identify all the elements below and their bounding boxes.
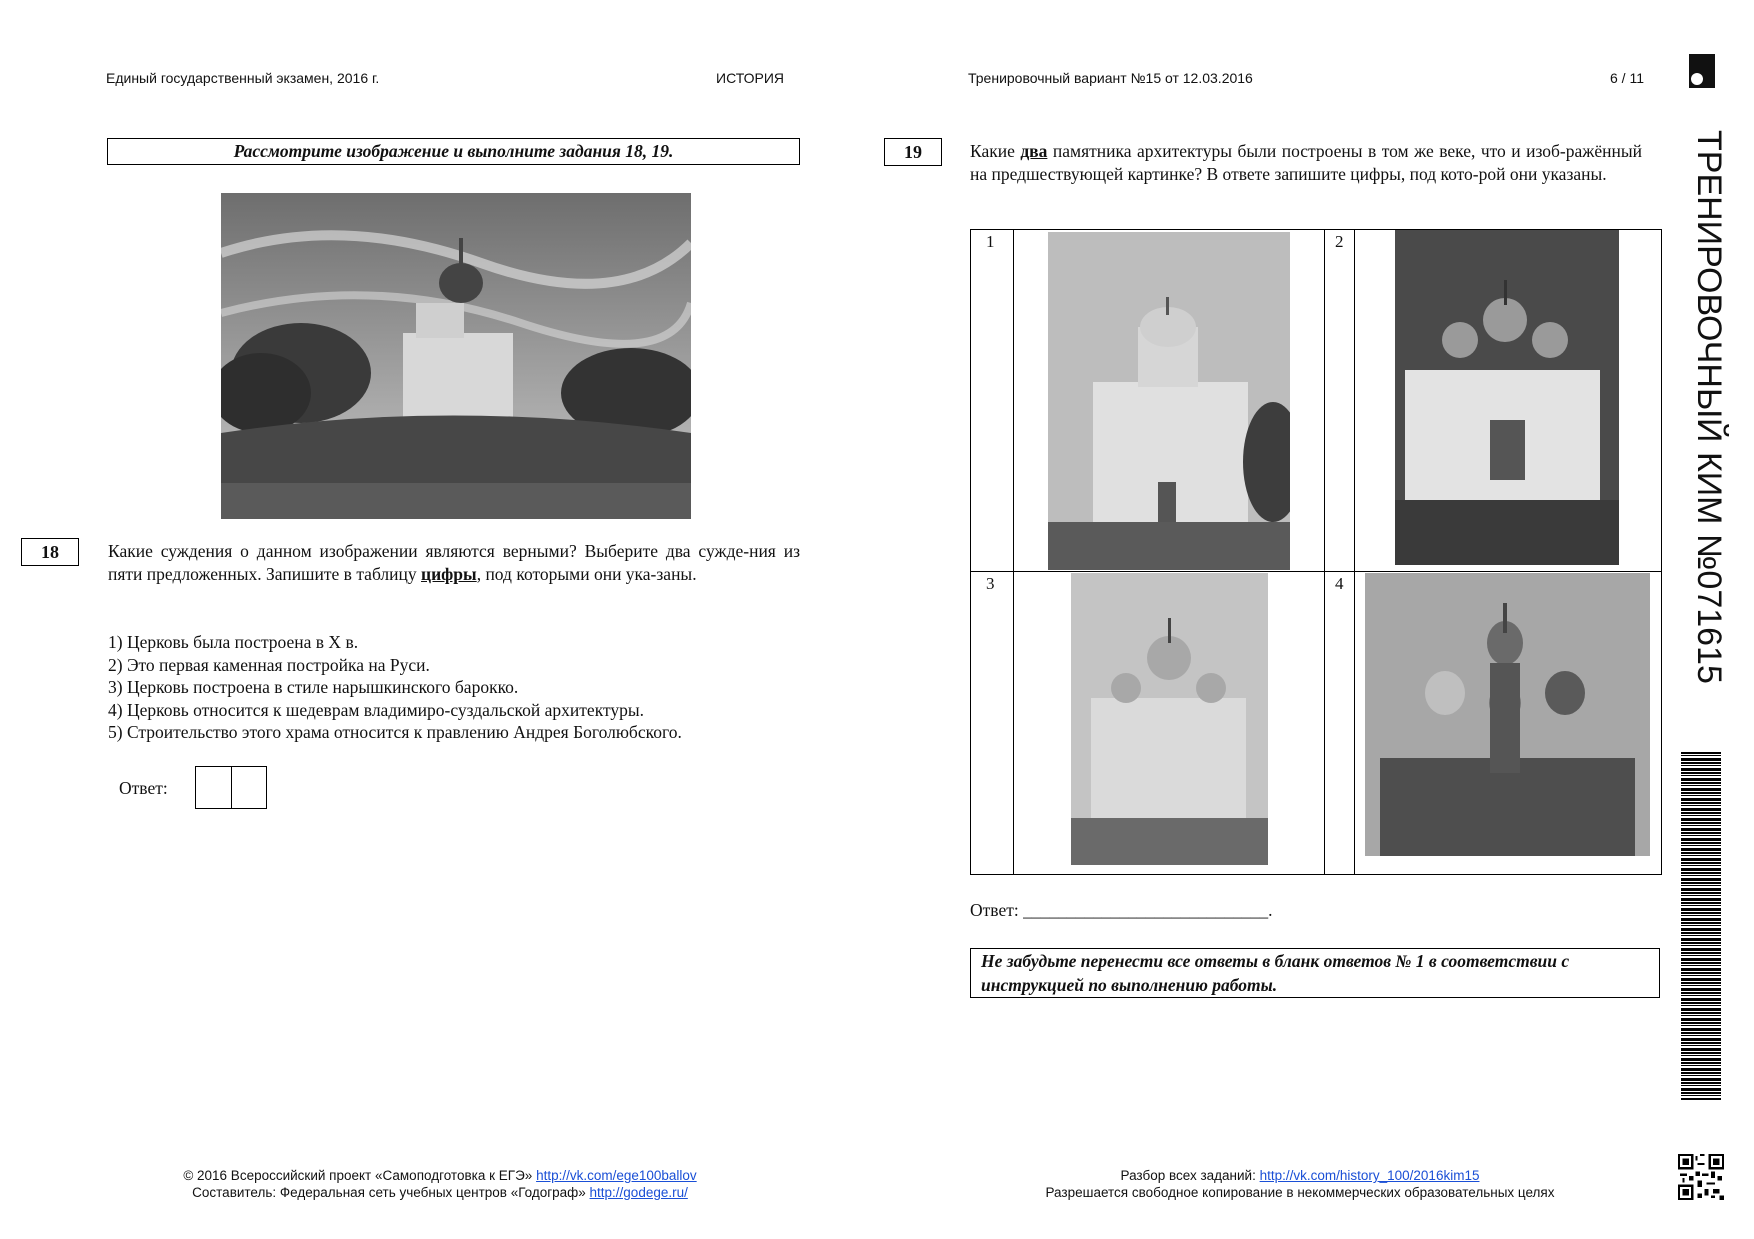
footer-link-godege[interactable]: http://godege.ru/: [589, 1185, 688, 1200]
question-19-image-grid: [970, 229, 1662, 875]
question-19-text-part2: памятника архитектуры были построены в том же веке, что и изоб-ражённый на предшествующей картинке? В ответе запишите цифры, под кото-рой они указаны.: [970, 141, 1642, 184]
cell-number-4: 4: [1335, 574, 1344, 593]
question-19-emphasis: два: [1020, 141, 1048, 161]
cell-number-3: 3: [986, 574, 995, 593]
footer-link-vk[interactable]: http://vk.com/ege100ballov: [536, 1168, 697, 1183]
footer-author-text: Составитель: Федеральная сеть учебных центров «Годограф»: [192, 1185, 586, 1200]
corner-marker-icon: [1689, 54, 1715, 88]
footer-right: [980, 1167, 1620, 1201]
footer-left: [80, 1167, 800, 1201]
photo-3-cathedral: [1071, 573, 1268, 865]
option-2: 2) Это первая каменная постройка на Руси.: [108, 654, 430, 675]
header-exam-title: Единый государственный экзамен, 2016 г.: [106, 70, 380, 86]
question-18-answer-label: Ответ:: [119, 778, 168, 798]
footer-license-text: Разрешается свободное копирование в некоммерческих образовательных целях: [1045, 1185, 1555, 1200]
header-subject: ИСТОРИЯ: [716, 70, 785, 86]
photo-2-cathedral: [1395, 230, 1619, 565]
answer-box-2[interactable]: [232, 767, 267, 808]
photo-4-cathedral: [1365, 573, 1650, 856]
question-19-answer-field[interactable]: ____________________________.: [1023, 900, 1273, 920]
option-3: 3) Церковь построена в стиле нарышкинского барокко.: [108, 677, 519, 697]
option-4: 4) Церковь относится к шедеврам владимиро-суздальской архитектуры.: [108, 699, 645, 720]
question-19-answer: [970, 899, 1272, 922]
header-page-number: 6 / 11: [1610, 70, 1644, 86]
vertical-title-text: ТРЕНИРОВОЧНЫЙ КИМ №071615: [1690, 130, 1728, 684]
question-19-text-part1: Какие: [970, 141, 1021, 161]
cell-number-1: 1: [986, 232, 995, 251]
question-18-emphasis: цифры: [421, 563, 477, 584]
answer-box-1[interactable]: [196, 767, 232, 808]
cell-number-2: 2: [1335, 232, 1344, 251]
barcode: [1681, 752, 1721, 1100]
vertical-title: [1688, 130, 1728, 710]
question-19-number: 19: [884, 138, 942, 166]
photo-1-cathedral: [1048, 232, 1290, 570]
question-18-options: [108, 631, 682, 744]
question-18-text-part2: , под которыми они ука-заны.: [476, 563, 697, 584]
church-photo: [221, 193, 691, 519]
question-18-text-part1: Какие суждения о данном изображении являются верными? Выберите два сужде-ния из пяти предложенных. Запишите в таблицу: [108, 541, 800, 584]
qr-code-icon: [1678, 1154, 1724, 1200]
intro-instruction-box: Рассмотрите изображение и выполните задания 18, 19.: [107, 138, 800, 165]
footer-project-text: © 2016 Всероссийский проект «Самоподготовка к ЕГЭ»: [183, 1168, 533, 1183]
reminder-box: Не забудьте перенести все ответы в бланк ответов № 1 в соответствии с инструкцией по выполнению работы.: [970, 948, 1660, 998]
question-18-number: 18: [21, 538, 79, 566]
question-18-text: [108, 540, 800, 585]
question-18-answer-boxes[interactable]: [195, 766, 267, 809]
question-19-text: [970, 140, 1642, 185]
option-1: 1) Церковь была построена в X в.: [108, 632, 359, 652]
question-19-answer-label: Ответ:: [970, 900, 1019, 920]
footer-analysis-text: Разбор всех заданий:: [1120, 1168, 1256, 1183]
option-5: 5) Строительство этого храма относится к правлению Андрея Боголюбского.: [108, 722, 682, 742]
footer-link-analysis[interactable]: http://vk.com/history_100/2016kim15: [1259, 1168, 1480, 1183]
header-variant: Тренировочный вариант №15 от 12.03.2016: [968, 70, 1253, 86]
